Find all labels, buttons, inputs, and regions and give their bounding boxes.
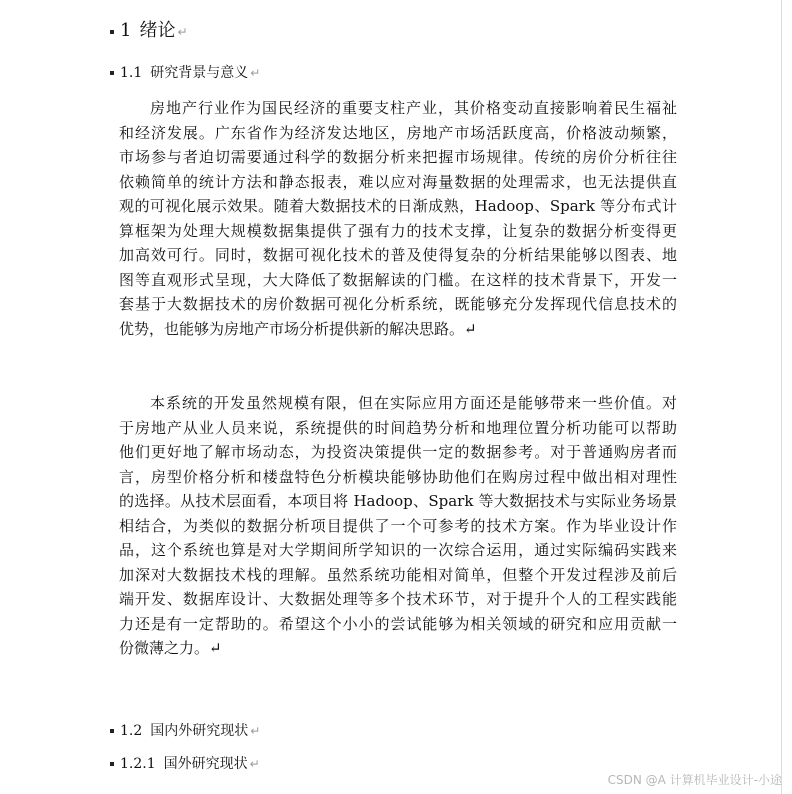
- paragraph-line: 套基于大数据技术的房价数据可视化分析系统，既能够充分发挥现代信息技术的: [119, 295, 677, 313]
- paragraph-line: 本系统的开发虽然规模有限，但在实际应用方面还是能够带来一些价值。对: [150, 394, 677, 412]
- paragraph-line: 言，房型价格分析和楼盘特色分析模块能够协助他们在购房过程中做出相对理性: [119, 467, 677, 486]
- heading-number: 1.2: [120, 723, 143, 739]
- paragraph-mark-icon: ↵: [249, 757, 260, 771]
- paragraph-line: 市场参与者迫切需要通过科学的数据分析来把握市场规律。传统的房价分析往往: [119, 148, 677, 166]
- paragraph-line: 他们更好地了解市场动态，为投资决策提供一定的数据参考。对于普通购房者而: [119, 443, 677, 461]
- heading-bullet: [110, 729, 114, 733]
- page-edge-rule: [781, 0, 782, 794]
- paragraph-line: 力还是有一定帮助的。希望这个小小的尝试能够为相关领域的研究和应用贡献一: [119, 614, 677, 633]
- paragraph-line: 加深对大数据技术栈的理解。虽然系统功能相对简单，但整个开发过程涉及前后: [119, 565, 677, 584]
- heading-1-2: [110, 720, 260, 740]
- heading-title: 国外研究现状: [163, 756, 248, 772]
- heading-number: 1.2.1: [120, 756, 156, 772]
- csdn-watermark: CSDN @A 计算机毕业设计-小途: [607, 773, 782, 787]
- paragraph-line: 和经济发展。广东省作为经济发达地区，房地产市场活跃度高，价格波动频繁，: [119, 123, 677, 142]
- paragraph-mark-icon: ↵: [250, 724, 261, 738]
- heading-title: 国内外研究现状: [150, 723, 249, 739]
- paragraph-mark-icon: ↵: [250, 66, 261, 80]
- paragraph-line: 图等直观形式呈现，大大降低了数据解读的门槛。在这样的技术背景下，开发一: [119, 270, 677, 289]
- paragraph-background: [119, 96, 677, 341]
- heading-bullet: [110, 30, 114, 34]
- heading-number: 1: [120, 20, 132, 41]
- heading-1-1: [110, 62, 260, 82]
- paragraph-line: 算框架为处理大规模数据集提供了强有力的技术支撑，让复杂的数据分析变得更: [119, 221, 677, 240]
- heading-bullet: [110, 71, 114, 75]
- heading-number: 1.1: [120, 65, 143, 81]
- paragraph-line: 的选择。从技术层面看，本项目将 Hadoop、Spark 等大数据技术与实际业务场景: [119, 492, 677, 510]
- heading-1: [110, 16, 188, 42]
- paragraph-line: 端开发、数据库设计、大数据处理等多个技术环节，对于提升个人的工程实践能: [119, 590, 677, 608]
- heading-title: 研究背景与意义: [150, 65, 249, 81]
- paragraph-line: 加高效可行。同时，数据可视化技术的普及使得复杂的分析结果能够以图表、地: [119, 246, 677, 264]
- paragraph-line: 于房地产从业人员来说，系统提供的时间趋势分析和地理位置分析功能可以帮助: [119, 418, 677, 437]
- paragraph-line: 依赖简单的统计方法和静态报表，难以应对海量数据的处理需求，也无法提供直: [119, 172, 677, 191]
- paragraph-line: 观的可视化展示效果。随着大数据技术的日渐成熟，Hadoop、Spark 等分布式计: [119, 197, 677, 215]
- paragraph-line: 品，这个系统也算是对大学期间所学知识的一次综合运用，通过实际编码实践来: [119, 541, 677, 559]
- paragraph-line: 优势，也能够为房地产市场分析提供新的解决思路。↵: [119, 319, 477, 338]
- heading-title: 绪论: [139, 20, 176, 41]
- heading-1-2-1: [110, 753, 260, 773]
- paragraph-line: 相结合，为类似的数据分析项目提供了一个可参考的技术方案。作为毕业设计作: [119, 516, 677, 535]
- paragraph-line: 房地产行业作为国民经济的重要支柱产业，其价格变动直接影响着民生福祉: [150, 99, 677, 117]
- paragraph-mark-icon: ↵: [177, 25, 188, 39]
- heading-bullet: [110, 762, 114, 766]
- paragraph-line: 份微薄之力。↵: [119, 639, 222, 657]
- paragraph-significance: [119, 391, 677, 661]
